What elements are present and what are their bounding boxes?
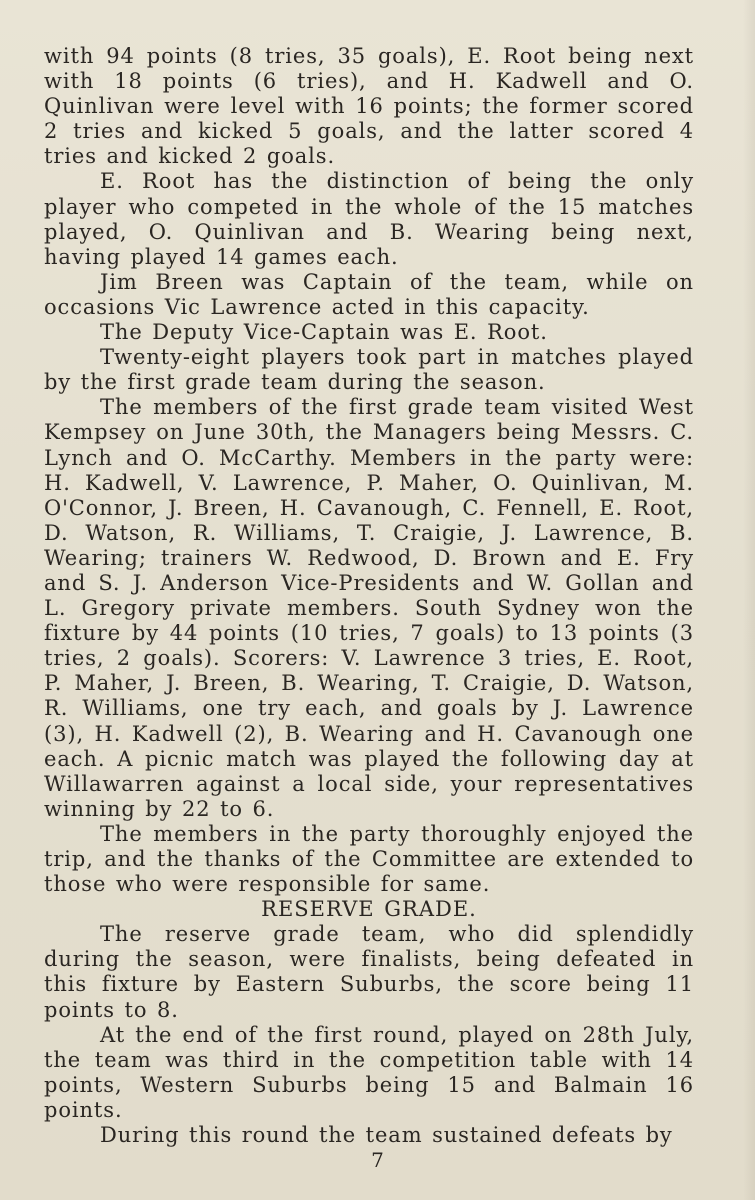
paragraph-first-round: At the end of the first round, played on 28th July, the team was third in the competition table with 14 points, Western Suburbs being 15 and Balmain 16 points. (44, 1022, 694, 1122)
paragraph-attendance: E. Root has the distinction of being the only player who competed in the whole of the 15 matches played, O. Quinlivan and B. Wearing being next, having played 14 games each. (44, 169, 694, 269)
paragraph-players-count: Twenty-eight players took part in matches played by the first grade team during the season. (44, 345, 694, 395)
paragraph-trip-thanks: The members in the party thoroughly enjoyed the trip, and the thanks of the Committee are extended to those who were responsible for same. (44, 821, 694, 897)
paragraph-scoring-continued: with 94 points (8 tries, 35 goals), E. Root being next with 18 points (6 tries), and H. Kadwell and O. Quinlivan were level with 16 points; the former scored 2 tries and kicked 5 goals, and the latter scored 4 tries and kicked 2 goals. (44, 44, 694, 169)
page-number: 7 (371, 1148, 384, 1172)
page-edge-shadow (743, 0, 755, 1200)
section-heading-reserve-grade: RESERVE GRADE. (261, 897, 477, 922)
paragraph-deputy-vice-captain: The Deputy Vice-Captain was E. Root. (100, 320, 548, 345)
body-text (44, 44, 694, 1148)
paragraph-defeats: During this round the team sustained defeats by (100, 1123, 673, 1148)
paragraph-captain: Jim Breen was Captain of the team, while on occasions Vic Lawrence acted in this capacity. (44, 269, 694, 319)
paragraph-kempsey-visit: The members of the first grade team visited West Kempsey on June 30th, the Managers being Messrs. C. Lynch and O. McCarthy. Members in the party were: H. Kadwell, V. Lawrence, P. Maher, O. Quinlivan, M. O'Connor, J. Breen, H. Cavanough, C. Fennell, E. Root, D. Watson, R. Williams, T. Craigie, J. Lawrence, B. Wearing; trainers W. Redwood, D. Brown and E. Fry and S. J. Anderson Vice-Presidents and W. Gollan and L. Gregory private members. South Sydney won the fixture by 44 points (10 tries, 7 goals) to 13 points (3 tries, 2 goals). Scorers: V. Lawrence 3 tries, E. Root, P. Maher, J. Breen, B. Wearing, T. Craigie, D. Watson, R. Williams, one try each, and goals by J. Lawrence (3), H. Kadwell (2), B. Wearing and H. Cavanough one each. A picnic match was played the following day at Willawarren against a local side, your representatives winning by 22 to 6. (44, 395, 694, 821)
paragraph-reserve-finalists: The reserve grade team, who did splendidly during the season, were finalists, being defeated in this fixture by Eastern Suburbs, the score being 11 points to 8. (44, 922, 694, 1022)
